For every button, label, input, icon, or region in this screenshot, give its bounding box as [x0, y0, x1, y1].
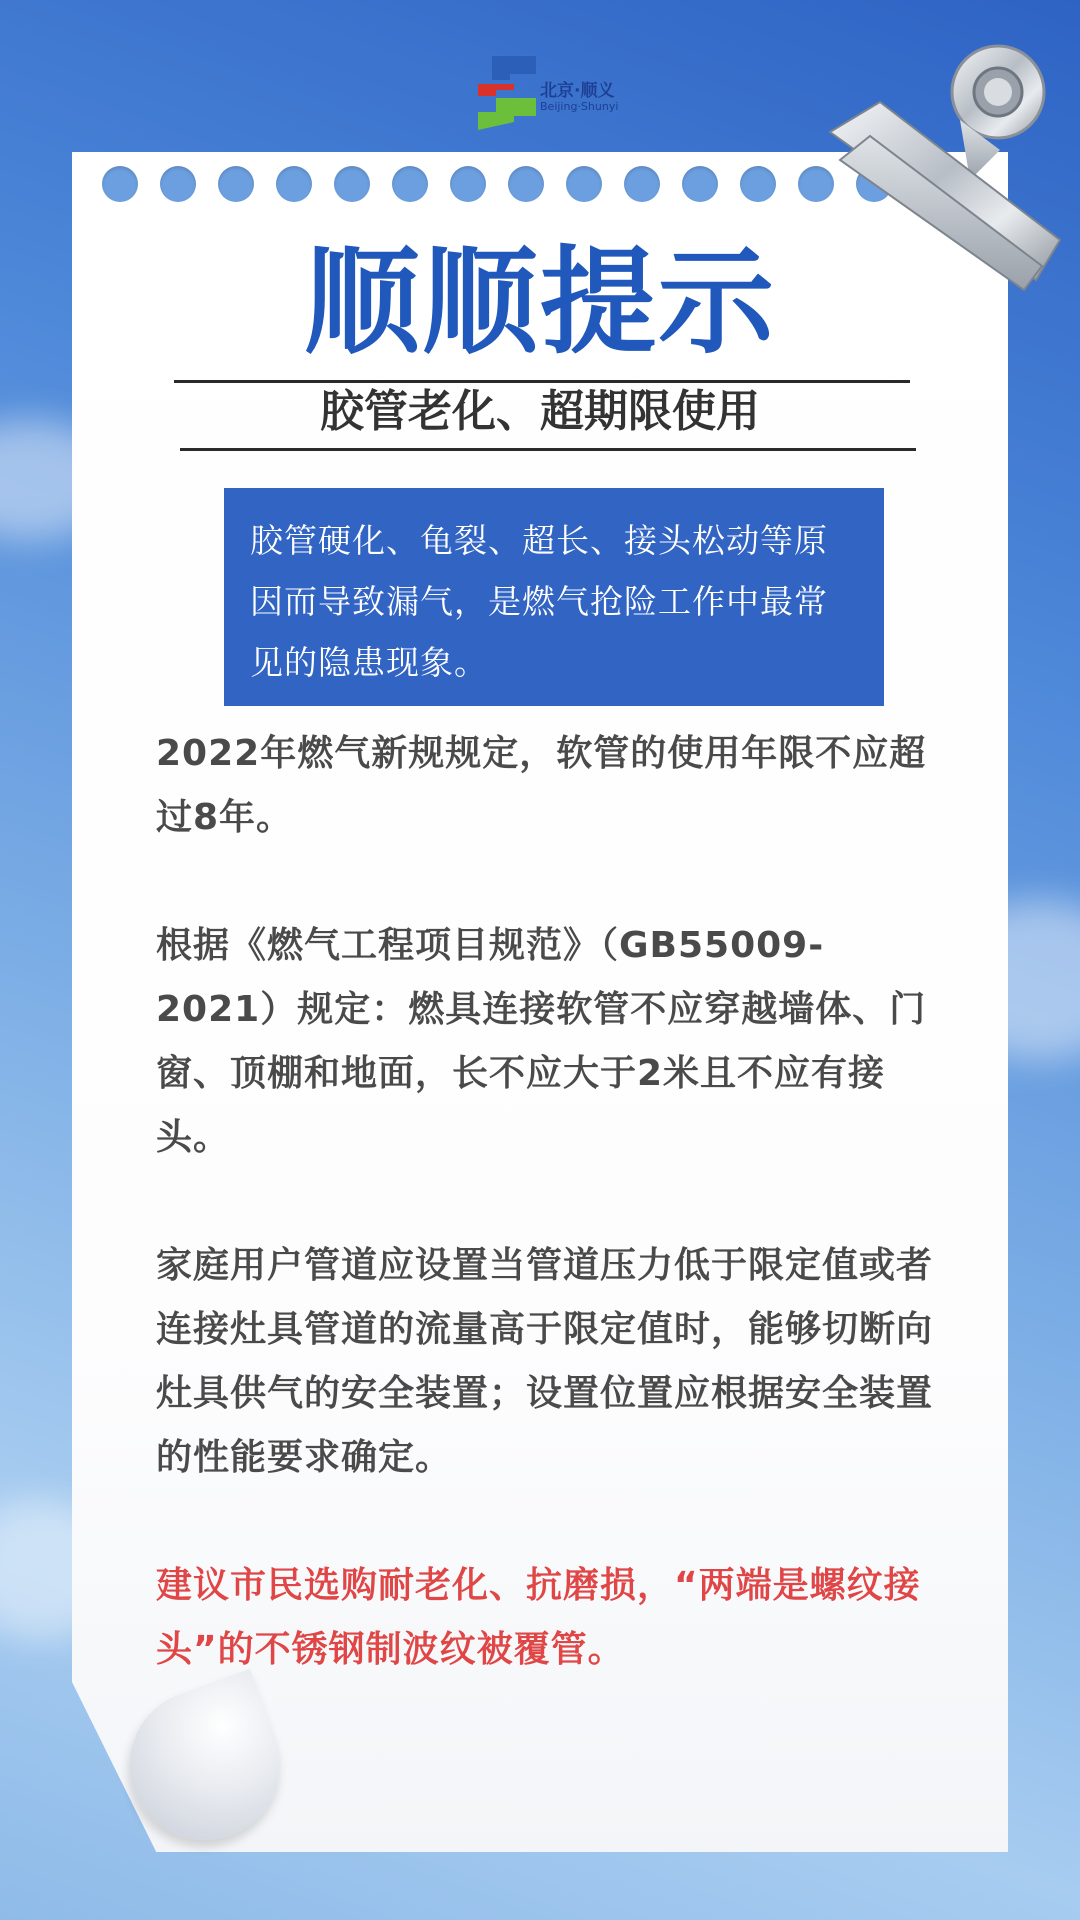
page-title: 顺顺提示 [304, 235, 776, 370]
binder-holes [102, 166, 922, 202]
paragraph-regulation: 根据《燃气工程项目规范》（GB55009-2021）规定：燃具连接软管不应穿越墙体、门窗、顶棚和地面，长不应大于2米且不应有接头。 [156, 925, 927, 1158]
binder-hole [392, 166, 428, 202]
binder-hole [102, 166, 138, 202]
shunyi-logo [474, 50, 634, 136]
binder-hole [566, 166, 602, 202]
binder-hole [624, 166, 660, 202]
logo-text-cn: 北京·顺义 [540, 81, 615, 101]
binder-hole [160, 166, 196, 202]
paragraph-safety-device: 家庭用户管道应设置当管道压力低于限定值或者连接灶具管道的流量高于限定值时，能够切断向灶具供气的安全装置；设置位置应根据安全装置的性能要求确定。 [156, 1245, 934, 1478]
binder-hole [682, 166, 718, 202]
highlight-callout: 胶管硬化、龟裂、超长、接头松动等原因而导致漏气，是燃气抢险工作中最常见的隐患现象。 [224, 488, 884, 706]
binder-hole [218, 166, 254, 202]
logo-text-en: Beijing·Shunyi [540, 100, 619, 113]
paragraph-recommendation: 建议市民选购耐老化、抗磨损，“两端是螺纹接头”的不锈钢制波纹被覆管。 [156, 1565, 921, 1670]
paragraph-lifespan: 2022年燃气新规规定，软管的使用年限不应超过8年。 [156, 733, 927, 838]
binder-hole [334, 166, 370, 202]
binder-hole [508, 166, 544, 202]
binder-hole [740, 166, 776, 202]
binder-hole [450, 166, 486, 202]
binder-hole [276, 166, 312, 202]
page-subtitle: 胶管老化、超期限使用 [320, 386, 760, 437]
logo-mark-icon [474, 50, 544, 136]
divider-bottom [180, 448, 916, 451]
